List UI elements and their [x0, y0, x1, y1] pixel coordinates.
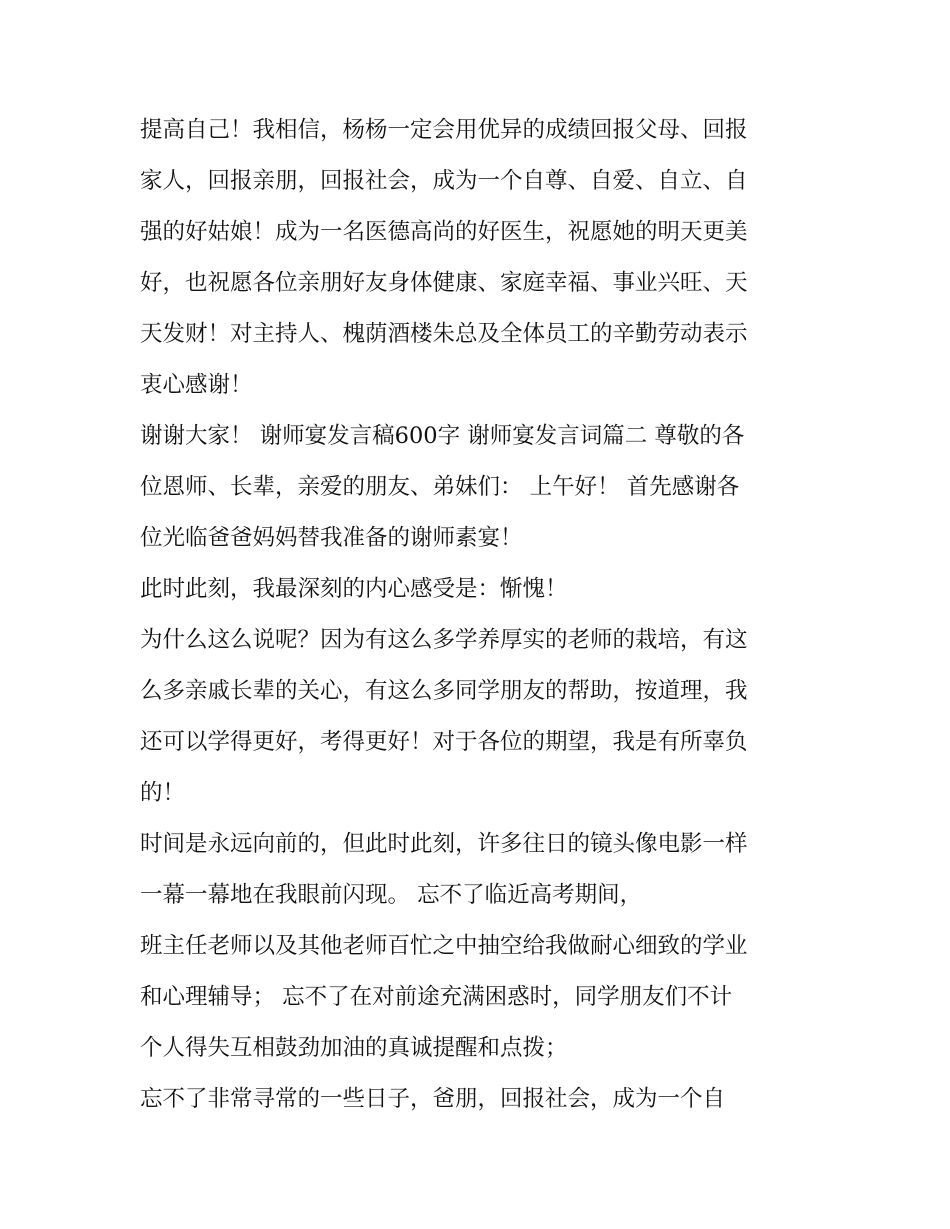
- text-line: 忘不了非常寻常的一些日子，爸朋，回报社会，成为一个自: [140, 1086, 726, 1112]
- text-line: 提高自己！我相信，杨杨一定会用优异的成绩回报父母、回报: [140, 117, 748, 143]
- text-line: 一幕一幕地在我眼前闪现。 忘不了临近高考期间，: [140, 882, 643, 908]
- text-line: 么多亲戚长辈的关心，有这么多同学朋友的帮助，按道理，我: [140, 678, 748, 704]
- text-line: 位光临爸爸妈妈替我准备的谢师素宴！: [140, 525, 523, 551]
- text-line: 此时此刻，我最深刻的内心感受是：惭愧！: [140, 576, 568, 602]
- text-line: 还可以学得更好，考得更好！对于各位的期望，我是有所辜负: [140, 729, 748, 755]
- text-line: 的！: [140, 780, 186, 806]
- text-line: 时间是永远向前的，但此时此刻，许多往日的镜头像电影一样: [140, 831, 748, 857]
- text-line: 家人，回报亲朋，回报社会，成为一个自尊、自爱、自立、自: [140, 168, 748, 194]
- text-line: 衷心感谢！: [140, 372, 253, 398]
- text-line: 和心理辅导； 忘不了在对前途充满困惑时，同学朋友们不计: [140, 984, 733, 1010]
- text-line: 班主任老师以及其他老师百忙之中抽空给我做耐心细致的学业: [140, 933, 748, 959]
- text-line: 位恩师、长辈，亲爱的朋友、弟妹们： 上午好！ 首先感谢各: [140, 474, 740, 500]
- text-line: 个人得失互相鼓劲加油的真诚提醒和点拨；: [140, 1035, 568, 1061]
- text-line: 天发财！对主持人、槐荫酒楼朱总及全体员工的辛勤劳动表示: [140, 321, 748, 347]
- document-body: [140, 105, 812, 1125]
- text-line: 强的好姑娘！成为一名医德高尚的好医生，祝愿她的明天更美: [140, 219, 748, 245]
- text-line: 谢谢大家！ 谢师宴发言稿600字 谢师宴发言词篇二 尊敬的各: [140, 423, 745, 449]
- text-line: 为什么这么说呢？因为有这么多学养厚实的老师的栽培，有这: [140, 627, 748, 653]
- text-line: 好，也祝愿各位亲朋好友身体健康、家庭幸福、事业兴旺、天: [140, 270, 748, 296]
